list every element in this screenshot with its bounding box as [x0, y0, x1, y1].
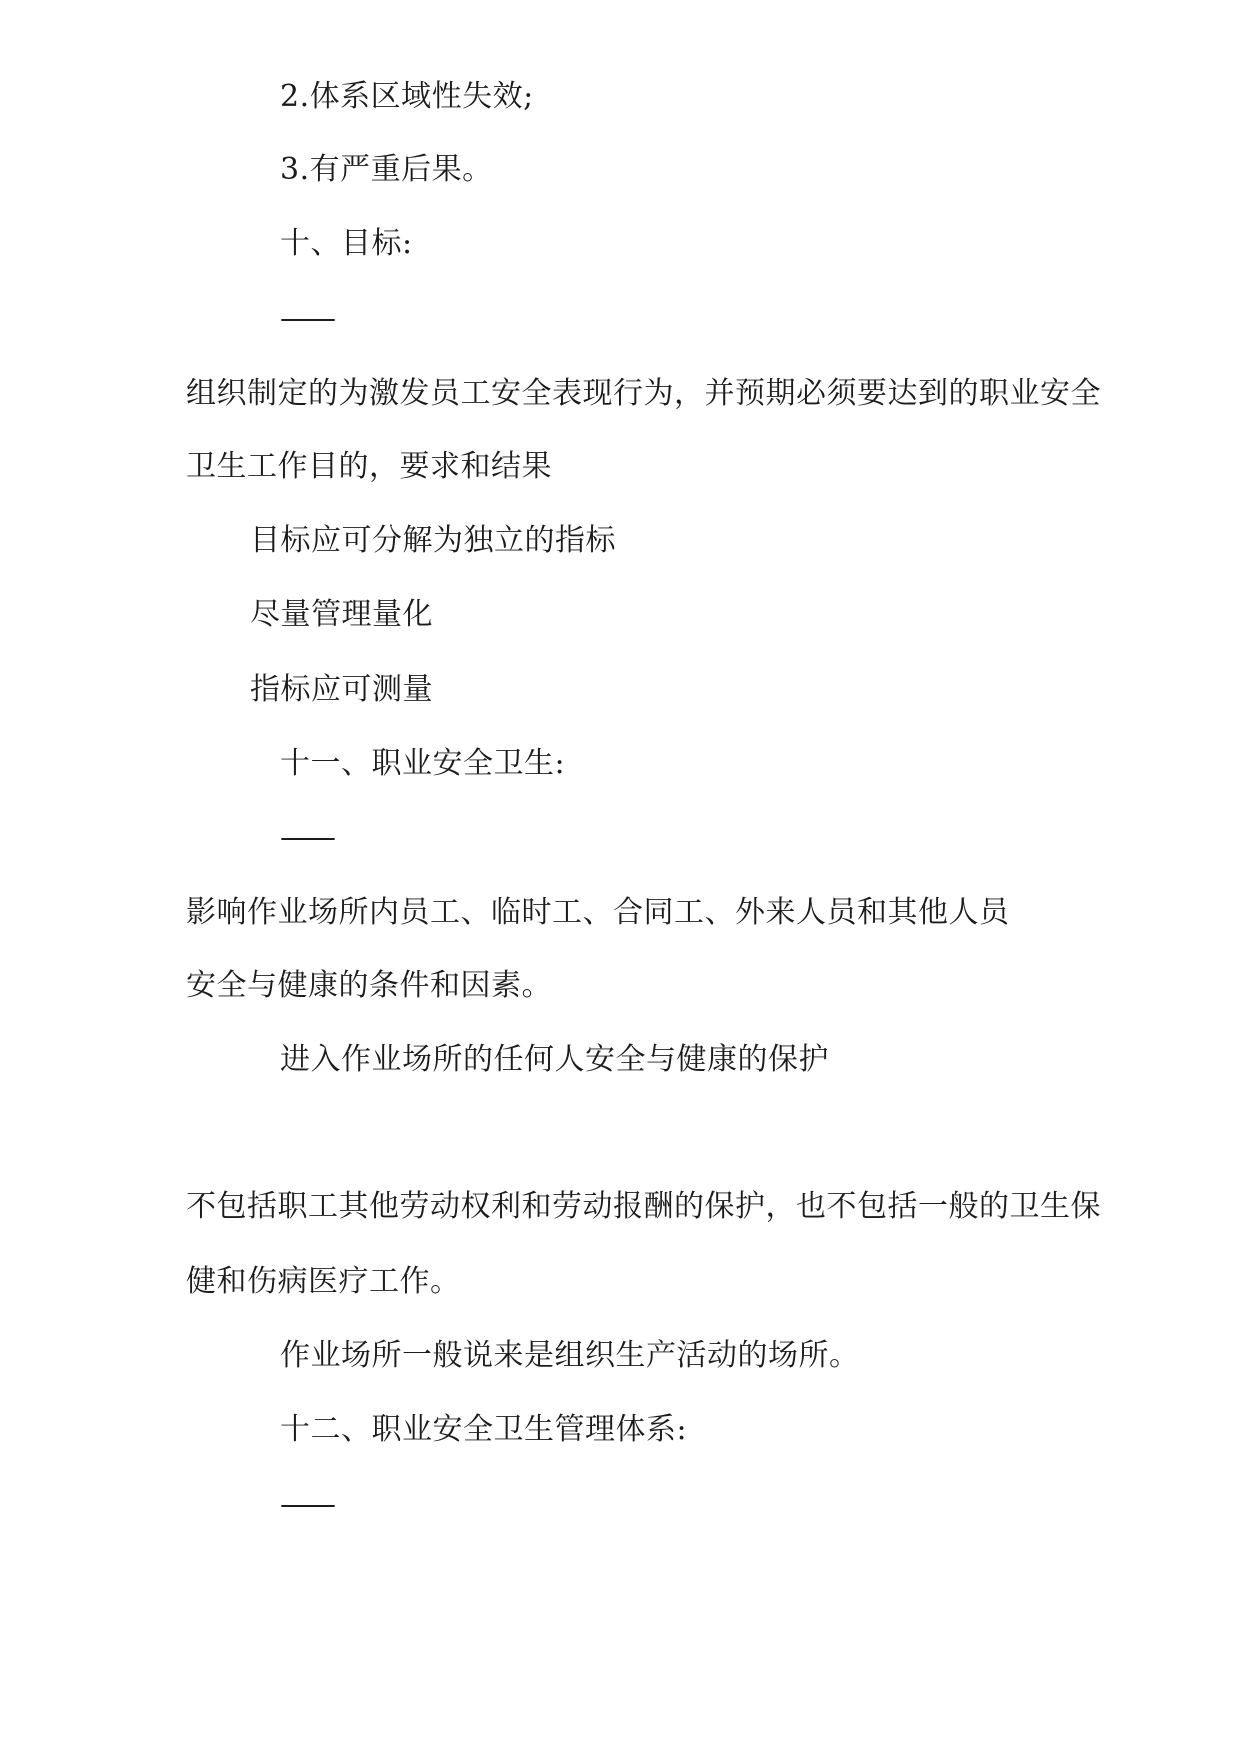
section-heading-11: 十一、职业安全卫生: [280, 746, 566, 781]
em-dash: —— [280, 301, 332, 336]
paragraph-line: 安全与健康的条件和因素。 [186, 968, 552, 1003]
paragraph-line: 卫生工作目的，要求和结果 [186, 449, 552, 484]
paragraph-line: 影响作业场所内员工、临时工、合同工、外来人员和其他人员 [186, 895, 1010, 930]
bullet-line: 指标应可测量 [250, 672, 433, 707]
paragraph-line: 进入作业场所的任何人安全与健康的保护 [280, 1042, 829, 1077]
paragraph-line: 组织制定的为激发员工安全表现行为，并预期必须要达到的职业安全 [186, 376, 1101, 411]
list-item-3: 3.有严重后果。 [280, 152, 493, 187]
list-item-2: 2.体系区域性失效; [280, 79, 534, 114]
bullet-line: 目标应可分解为独立的指标 [250, 523, 616, 558]
paragraph-line: 不包括职工其他劳动权利和劳动报酬的保护，也不包括一般的卫生保 [186, 1189, 1101, 1224]
paragraph-line: 作业场所一般说来是组织生产活动的场所。 [280, 1338, 860, 1373]
em-dash: —— [280, 1487, 332, 1522]
paragraph-line: 健和伤病医疗工作。 [186, 1264, 461, 1299]
section-heading-12: 十二、职业安全卫生管理体系: [280, 1412, 688, 1447]
bullet-line: 尽量管理量化 [250, 597, 433, 632]
section-heading-10: 十、目标: [280, 226, 413, 261]
em-dash: —— [280, 820, 332, 855]
